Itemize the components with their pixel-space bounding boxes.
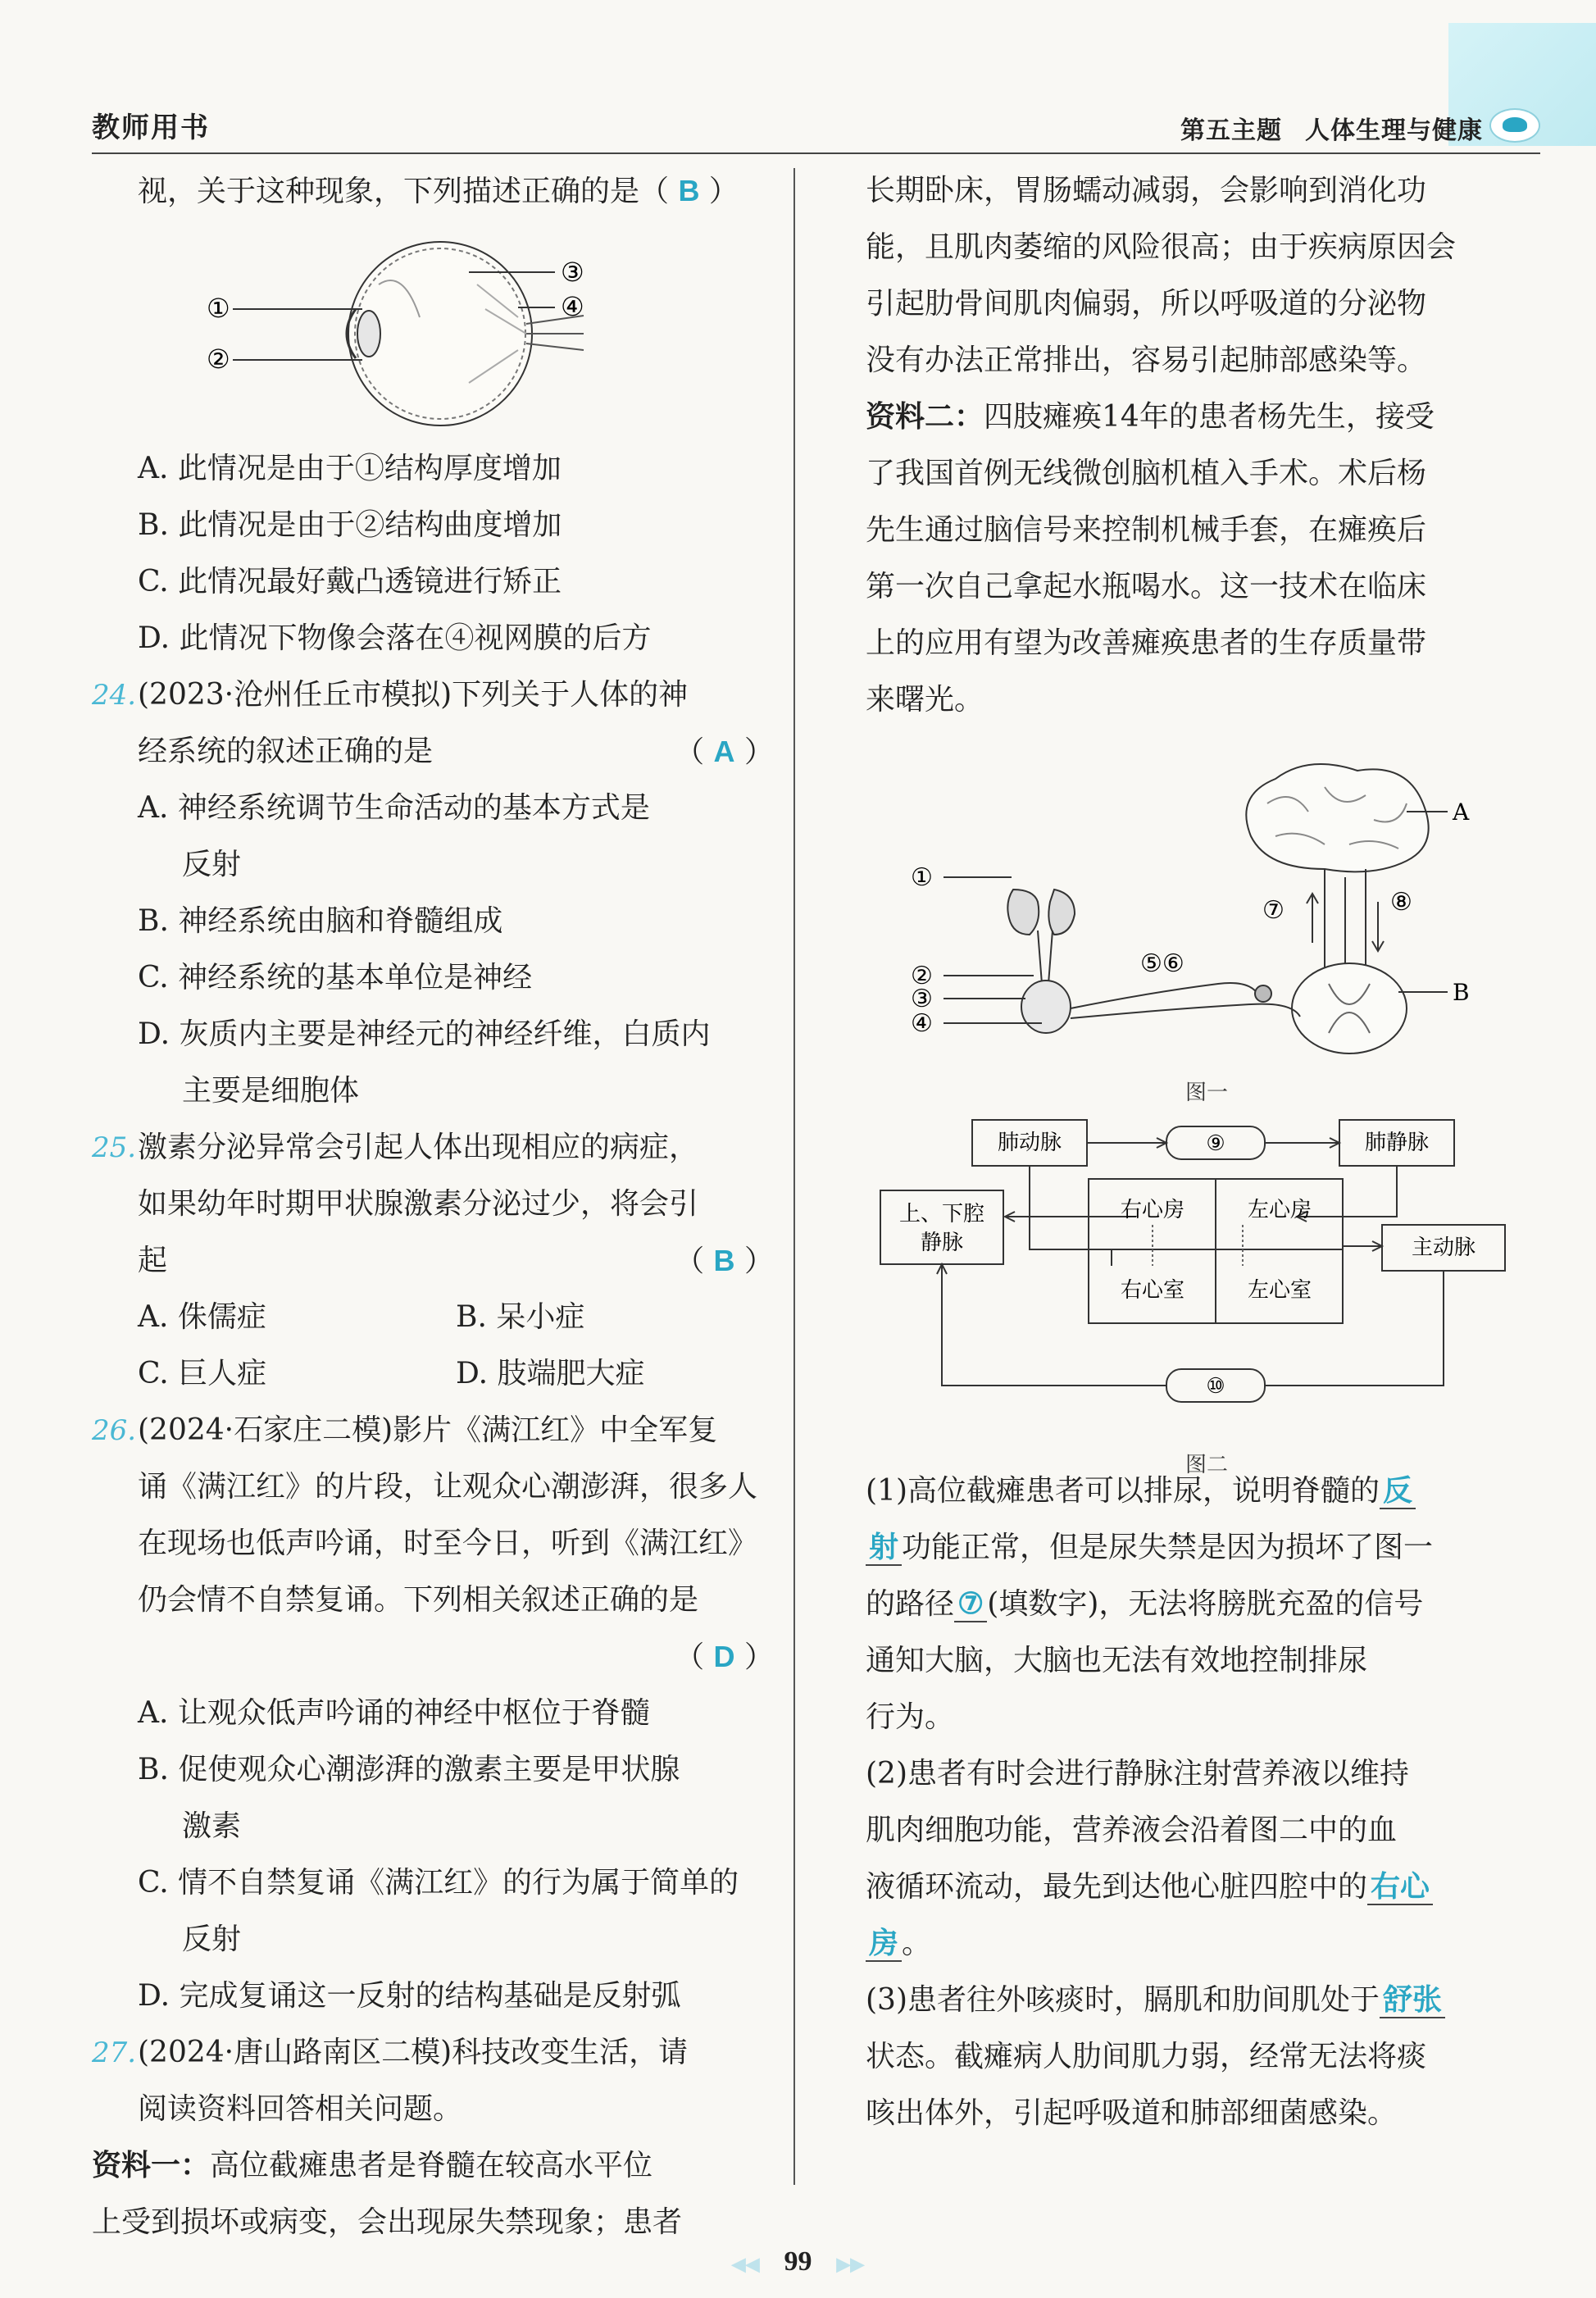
q25-stem-3: 起 （ B ）	[138, 1244, 774, 1278]
q26-option-a: A. 让观众低声吟诵的神经中枢位于脊髓	[138, 1696, 650, 1730]
q26-option-c-cont: 反射	[182, 1923, 242, 1956]
fig2-right-atrium: 右心房	[1120, 1198, 1185, 1222]
q26-stem-3: 在现场也低声吟诵，时至今日，听到《满江红》	[138, 1527, 758, 1560]
column-divider	[793, 168, 795, 2185]
material-2-line3: 先生通过脑信号来控制机械手套，在瘫痪后	[866, 513, 1427, 547]
figure-2-circulation	[866, 1102, 1548, 1477]
q25-option-a: A. 侏儒症	[138, 1300, 266, 1334]
q26-option-b: B. 促使观众心潮澎湃的激素主要是甲状腺	[138, 1753, 680, 1786]
q26-option-b-cont: 激素	[182, 1809, 242, 1843]
q23-stem: 视，关于这种现象，下列描述正确的是（ B ）	[138, 174, 739, 208]
eye-label-2: ②	[207, 344, 230, 375]
material-2-line5: 上的应用有望为改善瘫痪患者的生存质量带	[866, 626, 1427, 660]
header-book-label: 教师用书	[92, 111, 210, 144]
header-chapter	[1180, 110, 1483, 146]
eye-diagram	[92, 219, 774, 440]
sub1-line4: 通知大脑，大脑也无法有效地控制排尿	[866, 1644, 1368, 1677]
sub2-line4: 房 。	[866, 1915, 1548, 1972]
material-2-line1: 资料二：四肢瘫痪14年的患者杨先生，接受	[866, 400, 1435, 434]
fig1-label-a: A	[1453, 799, 1470, 826]
q26-answer: D	[713, 1640, 735, 1673]
q25-option-d: D. 肢端肥大症	[456, 1357, 645, 1390]
fig2-vena-cava-2: 静脉	[920, 1231, 964, 1255]
q23-option-c: C. 此情况最好戴凸透镜进行矫正	[138, 565, 562, 598]
fig1-label-2: ②	[911, 962, 933, 990]
q24-option-c: C. 神经系统的基本单位是神经	[138, 961, 533, 994]
fish-icon	[1489, 108, 1540, 143]
fig1-label-56: ⑤⑥	[1140, 949, 1184, 978]
q26-option-d: D. 完成复诵这一反射的结构基础是反射弧	[138, 1979, 681, 2013]
q24-option-a: A. 神经系统调节生命活动的基本方式是	[138, 791, 650, 825]
q24-option-a-cont: 反射	[182, 848, 242, 881]
fig2-aorta: 主动脉	[1411, 1235, 1476, 1260]
header-rule	[92, 152, 1540, 154]
sub3-line3: 咳出体外，引起呼吸道和肺部细菌感染。	[866, 2096, 1398, 2130]
fig1-label-3: ③	[911, 985, 933, 1013]
sub1-answer-2: ⑦	[954, 1586, 987, 1622]
page-number	[0, 2246, 1596, 2278]
material-2-line6: 来曙光。	[866, 683, 984, 717]
sub3-line1: (3)患者往外咳痰时，膈肌和肋间肌处于 舒张	[866, 1972, 1548, 2028]
page-number-text: 99	[784, 2246, 812, 2277]
sub2-answer-a: 右心	[1367, 1869, 1433, 1905]
q24-option-d-cont: 主要是细胞体	[182, 1074, 360, 1108]
material-1-cont-2: 能，且肌肉萎缩的风险很高；由于疾病原因会	[866, 230, 1457, 264]
fig1-label-1: ①	[911, 863, 933, 892]
q26-stem-2: 诵《满江红》的片段，让观众心潮澎湃，很多人	[138, 1470, 758, 1504]
material-1-label: 资料一：	[92, 2149, 211, 2182]
fig2-right-ventricle: 右心室	[1120, 1278, 1185, 1303]
sub3-answer: 舒张	[1380, 1982, 1445, 2018]
sub1-line1: (1)高位截瘫患者可以排尿，说明脊髓的 反	[866, 1463, 1548, 1519]
fig2-pulmonary-artery: 肺动脉	[997, 1131, 1062, 1155]
eye-label-4: ④	[561, 291, 584, 322]
q26-answer-line: （ D ）	[675, 1640, 774, 1674]
sub1-answer-1b: 射	[866, 1530, 902, 1566]
q23-option-d: D. 此情况下物像会落在④视网膜的后方	[138, 621, 652, 655]
fig1-label-8: ⑧	[1390, 888, 1412, 917]
q27-number: 27.	[92, 2036, 137, 2069]
q23-answer: B	[678, 174, 700, 207]
sub2-line1: (2)患者有时会进行静脉注射营养液以维持	[866, 1757, 1409, 1791]
sub1-line5: 行为。	[866, 1700, 955, 1734]
q26-stem-4: 仍会情不自禁复诵。下列相关叙述正确的是	[138, 1583, 699, 1617]
sub1-line3: 的路径 ⑦ (填数字)，无法将膀胱充盈的信号	[866, 1586, 1424, 1621]
material-1-line2: 上受到损坏或病变，会出现尿失禁现象；患者	[92, 2205, 683, 2239]
header-theme: 第五主题	[1180, 116, 1282, 145]
q25-options-row2	[92, 1345, 774, 1402]
eye-label-1: ①	[207, 293, 230, 324]
material-2-line4: 第一次自己拿起水瓶喝水。这一技术在临床	[866, 570, 1427, 603]
q27-stem-2: 阅读资料回答相关问题。	[138, 2092, 463, 2126]
left-column	[92, 162, 774, 2250]
sub2-line2: 肌肉细胞功能，营养液会沿着图二中的血	[866, 1813, 1398, 1847]
right-arrow-icon: ▶▶	[836, 2254, 865, 2274]
sub2-answer-b: 房	[866, 1926, 902, 1962]
q25-options-row1	[92, 1289, 774, 1345]
figure-1-nerve-pathway	[866, 746, 1548, 1105]
fig2-pulmonary-vein: 肺静脉	[1364, 1131, 1430, 1155]
q25-number: 25.	[92, 1131, 137, 1164]
material-1-cont-4: 没有办法正常排出，容易引起肺部感染等。	[866, 344, 1427, 377]
sub2-line3: 液循环流动，最先到达他心脏四腔中的 右心	[866, 1859, 1548, 1915]
fig2-label-10: ⑩	[1206, 1374, 1225, 1399]
sub1-line2: 射 功能正常，但是尿失禁是因为损坏了图一	[866, 1519, 1548, 1576]
q24-answer: A	[713, 735, 735, 768]
fig1-label-b: B	[1453, 979, 1470, 1006]
q25-option-b: B. 呆小症	[456, 1300, 585, 1334]
q24-number: 24.	[92, 679, 137, 712]
fig2-label-9: ⑨	[1206, 1131, 1225, 1156]
q26-stem: 26.(2024·石家庄二模)影片《满江红》中全军复	[92, 1402, 774, 1458]
q25-stem-2: 如果幼年时期甲状腺激素分泌过少，将会引	[138, 1187, 699, 1221]
q25-stem: 25.激素分泌异常会引起人体出现相应的病症，	[92, 1119, 774, 1176]
figure-2-caption: 图二	[1184, 1453, 1228, 1477]
fig1-label-4: ④	[911, 1009, 933, 1038]
right-column	[866, 162, 1548, 2141]
q25-answer: B	[713, 1244, 735, 1277]
fig2-left-ventricle: 左心室	[1247, 1278, 1312, 1303]
q26-number: 26.	[92, 1414, 137, 1447]
q24-stem: 24.(2023·沧州任丘市模拟)下列关于人体的神	[92, 667, 774, 723]
sub1-answer-1a: 反	[1380, 1473, 1416, 1509]
material-2-line2: 了我国首例无线微创脑机植入手术。术后杨	[866, 457, 1427, 490]
material-1-cont-3: 引起肋骨间肌肉偏弱，所以呼吸道的分泌物	[866, 287, 1427, 321]
header-title: 人体生理与健康	[1305, 116, 1483, 145]
q24-stem-2: 经系统的叙述正确的是 （ A ）	[138, 735, 774, 769]
q25-option-c: C. 巨人症	[138, 1357, 267, 1390]
q24-option-b: B. 神经系统由脑和脊髓组成	[138, 904, 503, 938]
material-2-label: 资料二：	[866, 400, 984, 434]
fig2-vena-cava-1: 上、下腔	[898, 1202, 985, 1226]
fig1-label-7: ⑦	[1262, 896, 1285, 925]
q27-stem: 27.(2024·唐山路南区二模)科技改变生活，请	[92, 2024, 774, 2081]
material-1-line1: 资料一：高位截瘫患者是脊髓在较高水平位	[92, 2149, 653, 2182]
q26-option-c: C. 情不自禁复诵《满江红》的行为属于简单的	[138, 1866, 739, 1900]
material-1-cont-1: 长期卧床，胃肠蠕动减弱，会影响到消化功	[866, 174, 1427, 207]
figure-1-caption: 图一	[1184, 1081, 1228, 1105]
q23-option-b: B. 此情况是由于②结构曲度增加	[138, 508, 562, 542]
sub3-line2: 状态。截瘫病人肋间肌力弱，经常无法将痰	[866, 2040, 1427, 2073]
left-arrow-icon: ◀◀	[731, 2254, 760, 2274]
q24-option-d: D. 灰质内主要是神经元的神经纤维，白质内	[138, 1017, 711, 1051]
eye-label-3: ③	[561, 257, 584, 288]
fig2-left-atrium: 左心房	[1247, 1198, 1312, 1222]
q23-option-a: A. 此情况是由于①结构厚度增加	[138, 452, 562, 485]
